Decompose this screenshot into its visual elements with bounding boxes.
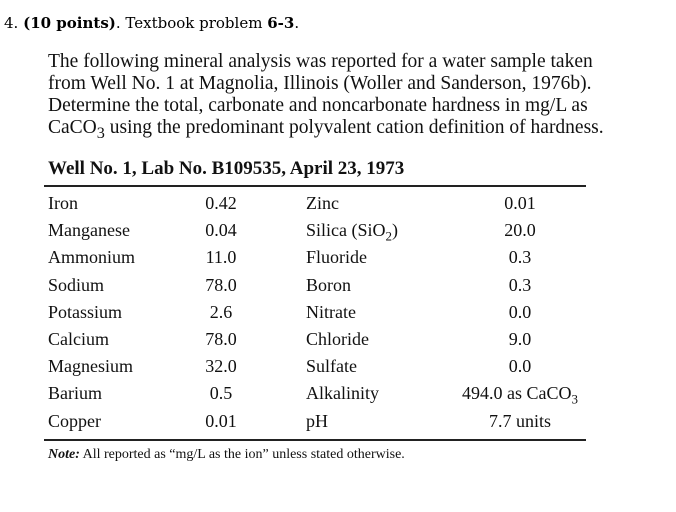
row-7-constituent-right-text: Alkalinity bbox=[306, 383, 379, 403]
row-2-constituent-left bbox=[48, 247, 135, 268]
row-1-constituent-left-text: Manganese bbox=[48, 220, 130, 240]
problem-number: 4. bbox=[4, 14, 19, 32]
row-4-constituent-right-text: Nitrate bbox=[306, 302, 356, 322]
row-4-value-left bbox=[195, 302, 247, 323]
row-1-constituent-right-subscript: 2 bbox=[385, 228, 392, 244]
statement-line-2: from Well No. 1 at Magnolia, Illinois (Woller and Sanderson, 1976b). bbox=[48, 73, 592, 94]
table-bottom-rule bbox=[44, 439, 586, 441]
row-1-constituent-right-suffix: ) bbox=[392, 220, 398, 240]
row-5-constituent-right-text: Chloride bbox=[306, 329, 369, 349]
row-2-constituent-right bbox=[306, 247, 367, 268]
row-0-constituent-right bbox=[306, 193, 339, 214]
row-7-value-right-subscript: 3 bbox=[571, 391, 578, 407]
row-7-value-left-text: 0.5 bbox=[209, 383, 233, 403]
header-period: . bbox=[294, 14, 300, 32]
row-2-constituent-left-text: Ammonium bbox=[48, 247, 136, 267]
row-6-constituent-right bbox=[306, 356, 357, 377]
table-note bbox=[48, 447, 405, 463]
row-5-value-left bbox=[195, 329, 247, 350]
row-0-value-left-text: 0.42 bbox=[205, 193, 237, 213]
row-1-value-left-text: 0.04 bbox=[205, 220, 237, 240]
problem-statement bbox=[48, 51, 604, 144]
note-text: All reported as “mg/L as the ion” unless stated otherwise. bbox=[79, 447, 405, 462]
caco3-subscript: 3 bbox=[96, 123, 105, 142]
note-label: Note: bbox=[48, 447, 80, 462]
row-6-constituent-left-text: Magnesium bbox=[48, 356, 133, 376]
row-4-constituent-left bbox=[48, 302, 122, 323]
row-1-value-left bbox=[195, 220, 247, 241]
row-8-value-right bbox=[450, 411, 590, 432]
row-0-value-right-text: 0.01 bbox=[504, 193, 536, 213]
row-3-constituent-left-text: Sodium bbox=[48, 275, 105, 295]
row-5-value-right bbox=[450, 329, 590, 350]
problem-id: 6-3 bbox=[267, 14, 295, 32]
statement-line-1: The following mineral analysis was reported for a water sample taken bbox=[48, 51, 593, 72]
row-1-constituent-right-text: Silica (SiO bbox=[306, 220, 386, 240]
problem-header bbox=[4, 14, 299, 32]
row-3-value-right bbox=[450, 275, 590, 296]
row-1-value-right bbox=[450, 220, 590, 241]
row-2-constituent-right-text: Fluoride bbox=[306, 247, 367, 267]
row-7-value-right-text: 494.0 as CaCO bbox=[462, 383, 572, 403]
row-0-value-right bbox=[450, 193, 590, 214]
points-label: (10 points) bbox=[23, 14, 116, 32]
row-7-value-right bbox=[450, 383, 590, 408]
row-2-value-left bbox=[195, 247, 247, 268]
problem-reference-text: . Textbook problem bbox=[115, 14, 268, 32]
row-3-constituent-right-text: Boron bbox=[306, 275, 351, 295]
row-4-value-right bbox=[450, 302, 590, 323]
statement-line-4 bbox=[48, 117, 604, 144]
statement-line-3: Determine the total, carbonate and noncarbonate hardness in mg/L as bbox=[48, 95, 588, 116]
row-5-value-left-text: 78.0 bbox=[205, 329, 237, 349]
row-3-value-left bbox=[195, 275, 247, 296]
row-3-value-right-text: 0.3 bbox=[508, 275, 532, 295]
row-3-constituent-right bbox=[306, 275, 351, 296]
row-5-constituent-left-text: Calcium bbox=[48, 329, 109, 349]
row-6-value-right-text: 0.0 bbox=[508, 356, 532, 376]
row-3-value-left-text: 78.0 bbox=[205, 275, 237, 295]
row-6-constituent-right-text: Sulfate bbox=[306, 356, 357, 376]
row-0-constituent-left-text: Iron bbox=[48, 193, 78, 213]
row-7-constituent-left bbox=[48, 383, 102, 404]
row-6-constituent-left bbox=[48, 356, 133, 377]
row-1-value-right-text: 20.0 bbox=[504, 220, 536, 240]
row-5-constituent-left bbox=[48, 329, 109, 350]
row-0-value-left bbox=[195, 193, 247, 214]
row-8-value-left bbox=[195, 411, 247, 432]
row-8-constituent-left bbox=[48, 411, 101, 432]
table-top-rule bbox=[44, 185, 586, 187]
row-2-value-right bbox=[450, 247, 590, 268]
row-7-constituent-left-text: Barium bbox=[48, 383, 102, 403]
row-5-value-right-text: 9.0 bbox=[508, 329, 532, 349]
row-2-value-left-text: 11.0 bbox=[205, 247, 237, 267]
row-8-constituent-left-text: Copper bbox=[48, 411, 101, 431]
row-4-value-left-text: 2.6 bbox=[209, 302, 233, 322]
row-4-value-right-text: 0.0 bbox=[508, 302, 532, 322]
row-4-constituent-right bbox=[306, 302, 356, 323]
row-7-constituent-right bbox=[306, 383, 379, 404]
row-4-constituent-left-text: Potassium bbox=[48, 302, 123, 322]
row-7-value-left bbox=[195, 383, 247, 404]
statement-line-4-rest: using the predominant polyvalent cation definition of hardness. bbox=[104, 117, 604, 138]
row-1-constituent-left bbox=[48, 220, 130, 241]
row-2-value-right-text: 0.3 bbox=[508, 247, 532, 267]
caco3-formula: CaCO bbox=[48, 117, 97, 138]
row-8-value-right-text: 7.7 units bbox=[488, 411, 551, 431]
row-6-value-left-text: 32.0 bbox=[205, 356, 237, 376]
row-1-constituent-right bbox=[306, 220, 398, 245]
row-5-constituent-right bbox=[306, 329, 369, 350]
row-6-value-right bbox=[450, 356, 590, 377]
row-8-value-left-text: 0.01 bbox=[205, 411, 237, 431]
row-0-constituent-right-text: Zinc bbox=[306, 193, 339, 213]
row-8-constituent-right bbox=[306, 411, 328, 432]
row-6-value-left bbox=[195, 356, 247, 377]
row-0-constituent-left bbox=[48, 193, 78, 214]
row-8-constituent-right-text: pH bbox=[306, 411, 328, 431]
table-title: Well No. 1, Lab No. B109535, April 23, 1973 bbox=[48, 158, 405, 179]
row-3-constituent-left bbox=[48, 275, 104, 296]
